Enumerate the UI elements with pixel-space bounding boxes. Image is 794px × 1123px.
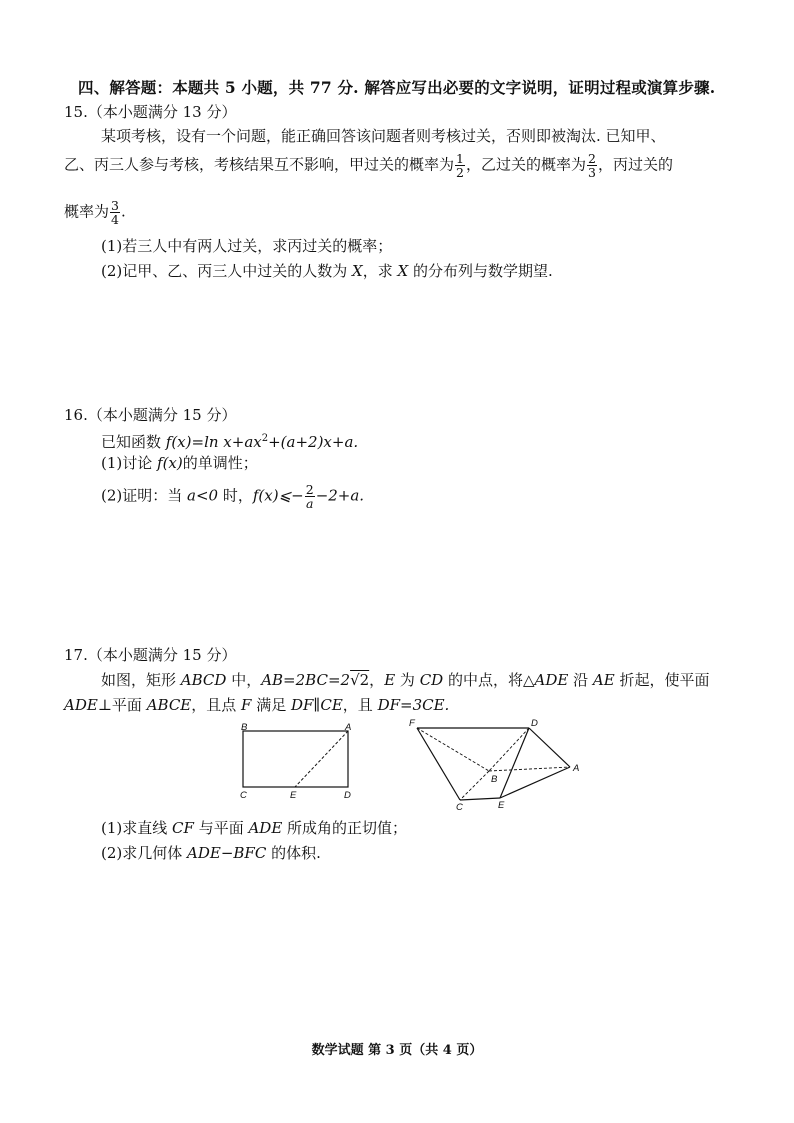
var-x: X <box>397 262 409 280</box>
q15-p2b: ，求 <box>362 262 398 280</box>
q15-line-1: 某项考核，设有一个问题，能正确回答该问题者则考核过关，否则即被淘汰. 已知甲、 <box>101 127 666 145</box>
q15-l3a: 概率为 <box>64 202 110 221</box>
label-a: A <box>573 763 580 774</box>
q15-line-3 <box>64 199 754 226</box>
rectangle-abcd <box>243 731 348 787</box>
label-f: F <box>409 718 415 729</box>
q15-heading: 15.（本小题满分 13 分） <box>64 103 237 121</box>
q16-heading: 16.（本小题满分 15 分） <box>64 406 237 424</box>
var-x: X <box>352 262 363 280</box>
q16-p1a: (1)讨论 <box>101 454 158 472</box>
figure-folded-solid <box>405 716 605 812</box>
label-d: D <box>531 718 538 729</box>
label-b: B <box>491 774 498 785</box>
q17-part-1: (1)求直线 CF 与平面 ADE 所成角的正切值； <box>101 819 408 837</box>
q16-p2a: (2)证明：当 <box>101 486 188 505</box>
q17-line-2: ADE⊥平面 ABCE，且点 F 满足 DF∥CE，且 DF=3CE. <box>64 696 450 714</box>
sqrt-2: √2 <box>350 671 370 689</box>
q16-p2c: 时， <box>218 486 253 505</box>
label-b: B <box>241 722 248 733</box>
q15-l2b: ，乙过关的概率为 <box>465 155 586 174</box>
label-c: C <box>456 802 463 812</box>
fraction-2-a: $\frac{2}{a}$ <box>305 482 314 511</box>
q16-line-1 <box>101 429 791 452</box>
label-a: A <box>345 722 352 733</box>
q16-part-1 <box>101 453 791 473</box>
q15-p2a: (2)记甲、乙、丙三人中过关的人数为 <box>101 262 353 280</box>
function-def: f(x)=ln x+ax <box>165 433 262 451</box>
q15-line-2 <box>64 152 754 179</box>
fraction-3-4: $\frac{3}{4}$ <box>111 198 119 227</box>
inequality-rest: −2+a. <box>315 486 365 505</box>
q16-l1a: 已知函数 <box>101 433 166 451</box>
q15-l2c: ，丙过关的 <box>597 155 673 174</box>
q15-part-2 <box>101 261 791 281</box>
fx: f(x) <box>157 454 183 472</box>
q15-l3b: . <box>120 202 126 221</box>
segment-ae-dashed <box>295 731 348 787</box>
q17-line-1: 如图，矩形 ABCD 中，AB=2BC=2√2，E 为 CD 的中点，将△ADE 沿 AE 折起，使平面 <box>101 671 710 689</box>
label-d: D <box>344 790 351 800</box>
inequality: f(x)⩽− <box>252 486 304 505</box>
q17-heading: 17.（本小题满分 15 分） <box>64 646 237 664</box>
fraction-1-2: $\frac{1}{2}$ <box>456 151 464 180</box>
label-e: E <box>290 790 297 800</box>
figure-rectangle-abcd <box>232 722 362 800</box>
label-c: C <box>240 790 247 800</box>
fraction-2-3: $\frac{2}{3}$ <box>587 151 596 180</box>
condition: a<0 <box>187 486 219 505</box>
page-footer: 数学试题 第 3 页（共 4 页） <box>311 1043 483 1058</box>
label-e: E <box>498 800 505 811</box>
q15-l2a: 乙、丙三人参与考核，考核结果互不影响，甲过关的概率为 <box>64 155 455 174</box>
q17-part-2: (2)求几何体 ADE−BFC 的体积. <box>101 844 321 862</box>
section-header: 四、解答题：本题共 5 小题，共 77 分. 解答应写出必要的文字说明，证明过程或演算步骤. <box>78 78 716 97</box>
function-def-rest: +(a+2)x+a. <box>268 433 359 451</box>
q16-part-2 <box>101 483 791 510</box>
q15-p2c: 的分布列与数学期望. <box>408 262 553 280</box>
exponent: 2 <box>261 433 269 444</box>
q16-p1c: 的单调性； <box>182 454 258 472</box>
q15-part-1: (1)若三人中有两人过关，求丙过关的概率； <box>101 237 393 255</box>
